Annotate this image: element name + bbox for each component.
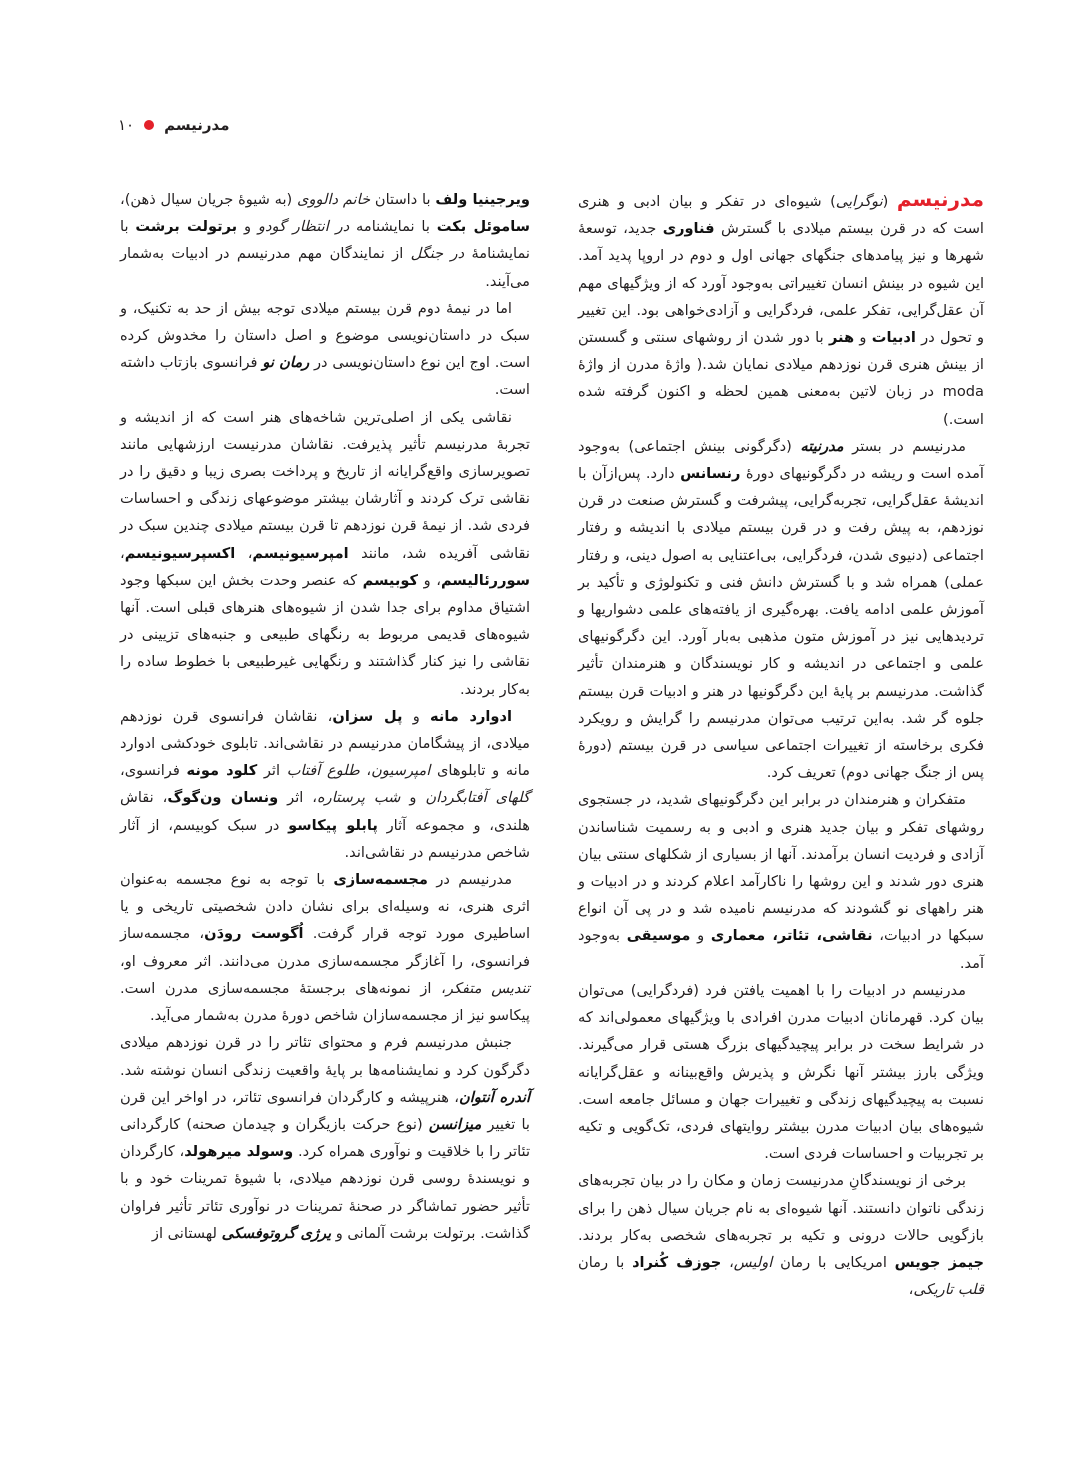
italic-term: طلوع آفتاب xyxy=(286,762,360,780)
bold-term: جوزف کُنراد xyxy=(632,1253,722,1271)
italic-term: امپرسیون xyxy=(371,762,431,780)
paragraph-sculpture: مدرنیسم در مجسمه‌سازی با توجه به نوع مجسمه به‌عنوان اثری هنری، نه وسیله‌ای برای نشان دادن شخصیتی تاریخی و یا اساطیری مورد توجه قرار گرفت. اُگوست رودَن، مجسمه‌ساز فرانسوی، را آغازگر مجسمه‌سازی مدرن می‌دانند. اثر معروف او، تندیس متفکر، از نمونه‌های برجستهٔ مجسمه‌سازی مدرن است. پیکاسو نیز از مجسمه‌سازان شاخص دورهٔ مدرن به‌شمار می‌آید. xyxy=(120,871,530,1025)
bold-term: فناوری xyxy=(662,220,715,238)
bold-term: پابلو پیکاسو xyxy=(288,816,378,834)
paragraph-painters: ادوارد مانه و پل سزان، نقاشان فرانسوی قرن نوزدهم میلادی، از پیشگامان مدرنیسم در نقاشی‌اند. تابلوی خودکشی ادوارد مانه و تابلوهای امپرسیون، طلوع آفتاب اثر کلود مونه فرانسوی، گلهای آفتابگردان و شب پرستاره، اثر ونسان ون‌گوگ، نقاش هلندی، و مجموعه آثار پابلو پیکاسو در سبک کوبیسم، از آثار شاخص مدرنیسم در نقاشی‌اند. xyxy=(120,707,531,861)
bold-term: نقاشی، تئاتر، معماری xyxy=(710,927,873,945)
bold-term: رنسانس xyxy=(680,465,741,483)
bold-term: سوررئالیسم xyxy=(440,571,530,589)
bold-term: هنر xyxy=(828,329,855,347)
italic-term: خانم دالووی xyxy=(297,191,371,208)
paragraph-intro: مدرنیسم (نوگرایی) شیوه‌ای در تفکر و بیان ادبی و هنری است که در قرن بیستم میلادی با گسترش فناوری جدید، توسعهٔ شهرها و نیز پیامدهای جنگهای جهانی اول و دوم در اروپا پدید آمد. این شیوه در بینش انسان تغییراتی به‌وجود آورد که از ویژگیهای مهم آن عقل‌گرایی، تفکر علمی، فردگرایی و آزادی‌خواهی بود. این تغییر و تحول در ادبیات و هنر با دور شدن از روشهای سنتی و گسستن از بینش هنری قرن نوزدهم میلادی نمایان شد.( واژهٔ مدرن از واژهٔ moda در زبان لاتین به‌معنی همین لحظه و اکنون گرفته شده است.) xyxy=(578,187,985,428)
bold-italic-term: مدرنیته xyxy=(800,437,844,455)
entry-headword: مدرنیسم xyxy=(896,187,984,211)
italic-term: نوگرایی xyxy=(835,193,883,210)
paragraph-thinkers: متفکران و هنرمندان در برابر این دگرگونیهای شدید، در جستجوی روشهای تفکر و بیان جدید هنری و ادبی و به رسمیت شناساندن آزادی و فردیت انسان برآمدند. آنها از بسیاری از شکلهای سنتی بیان هنری دور شدند و این روشها را ناکارآمد اعلام کردند و در ادبیات و هنر راههای نو گشودند که مدرنیسم نامیده شد و در پی آن انواع سبکها در ادبیات، نقاشی، تئاتر، معماری و موسیقی به‌وجود آمد. xyxy=(578,791,984,972)
italic-term: در انتظار گودو xyxy=(257,218,350,236)
bold-term: موسیقی xyxy=(626,927,691,945)
italic-term: قلب تاریکی xyxy=(913,1281,984,1299)
bold-term: کلود مونه xyxy=(186,762,258,780)
bold-term: کوبیسم xyxy=(362,571,418,589)
bold-term: ونسان ون‌گوگ xyxy=(167,789,279,807)
bold-term: ادوارد مانه xyxy=(430,707,512,725)
italic-term: گلهای آفتابگردان xyxy=(425,789,531,807)
bold-term: جیمز جویس xyxy=(894,1253,984,1271)
bold-italic-term: یرژی گروتوفسکی xyxy=(221,1224,332,1242)
running-header xyxy=(118,116,230,134)
bold-italic-term: میزانسن xyxy=(428,1115,482,1133)
bold-term: مجسمه‌سازی xyxy=(333,871,428,889)
page-number: ۱۰ xyxy=(118,116,135,134)
italic-term: اولیس xyxy=(733,1253,773,1271)
left-column xyxy=(120,186,530,1247)
bold-italic-term: آندره آنتوان xyxy=(458,1088,530,1106)
bold-term: اُگوست رودَن xyxy=(204,925,304,943)
bold-term: وسولد میرهولد xyxy=(184,1143,294,1161)
italic-term: در جنگل xyxy=(410,245,465,263)
paragraph-theatre: جنبش مدرنیسم فرم و محتوای تئاتر را در قرن نوزدهم میلادی دگرگون کرد و نمایشنامه‌ها بر پایهٔ واقعیت زندگی انسان نوشته شد. آندره آنتوان، هنرپیشه و کارگردان فرانسوی تئاتر، در اواخر این قرن با تغییر میزانسن (نوع حرکت بازیگران و چیدمان صحنه) کارگردانی تئاتر را با خلاقیت و نوآوری همراه کرد. وسولد میرهولد، کارگردان و نویسندهٔ روسی قرن نوزدهم میلادی، با شیوهٔ تمرینات خود و با تأثیر حضور تماشاگر در صحنهٔ تمرینات در نوآوری تئاتر تأثیر فراوان گذاشت. برتولت برشت آلمانی و یرژی گروتوفسکی لهستانی از xyxy=(120,1034,530,1242)
bullet-dot-icon xyxy=(144,120,154,130)
paragraph-modernity: مدرنیسم در بستر مدرنیته (دگرگونی بینش اجتماعی) به‌وجود آمده است و ریشه در دگرگونیهای دورهٔ رنسانس دارد. پس‌ازآن با اندیشهٔ عقل‌گرایی، تجربه‌گرایی، پیشرفت و گسترش صنعت در قرن نوزدهم، به پیش رفت و در قرن بیستم میلادی با اندیشه و رفتار اجتماعی (دنیوی شدن، فردگرایی، بی‌اعتنایی به اصول دینی، و رفتار عملی) همراه شد و با گسترش دانش فنی و تکنولوژی و تأکید بر آموزش علمی ادامه یافت. بهره‌گیری از یافته‌های علمی دشواریها و تردیدهایی نیز در آموزش متون مذهبی به‌بار آورد. این دگرگونیهای علمی و اجتماعی در اندیشه و کار نویسندگان و هنرمندان تأثیر گذاشت. مدرنیسم بر پایهٔ این دگرگونیها در هنر و ادبیات قرن بیستم جلوه گر شد. به‌این ترتیب می‌توان مدرنیسم را گرایش و رویکرد فکری برخاسته از تغییرات اجتماعی سیاسی در قرن بیستم (دورهٔ پس از جنگ جهانی دوم) تعریف کرد. xyxy=(578,437,984,782)
bold-term: ادبیات xyxy=(871,329,916,347)
bold-term: پل سزان xyxy=(332,707,403,725)
paragraph-writers: برخی از نویسندگانِ مدرنیست زمان و مکان را در بیان تجربه‌های زندگی ناتوان دانستند. آنها شیوه‌ای به نام جریان سیال ذهن را برای بازگویی حالات درونی و تکیه بر تجربه‌های شخصی به‌کار بردند. جیمز جویس امریکایی با رمان اولیس، جوزف کُنراد با رمان قلب تاریکی، xyxy=(578,1172,984,1299)
running-title: مدرنیسم xyxy=(164,116,230,134)
paragraph-novel: اما در نیمهٔ دوم قرن بیستم میلادی توجه بیش از حد به تکنیک، و سبک در داستان‌نویسی موضوع و اصل داستان را مخدوش کرده است. اوج این نوع داستان‌نویسی در رمان نو فرانسوی بازتاب داشته است. xyxy=(120,299,531,399)
bold-term: ساموئل بکت xyxy=(436,218,531,236)
bold-italic-term: رمان نو xyxy=(262,354,310,372)
italic-term: تندیس متفکر xyxy=(445,979,530,997)
paragraph-writers-cont: ویرجینیا ولف با داستان خانم دالووی (به شیوهٔ جریان سیال ذهن)، ساموئل بکت با نمایشنامه در انتظار گودو و برتولت برشت با نمایشنامهٔ در جنگل از نمایندگان مهم مدرنیسم در ادبیات به‌شمار می‌آیند. xyxy=(120,191,531,290)
bold-term: اکسپرسیونیسم xyxy=(124,544,236,562)
italic-term: شب پرستاره xyxy=(317,789,401,807)
paragraph-painting: نقاشی یکی از اصلی‌ترین شاخه‌های هنر است که از اندیشه و تجربهٔ مدرنیسم تأثیر پذیرفت. نقاشان مدرنیست ارزشهایی مانند تصویرسازی واقع‌گرایانه از تاریخ و پرداخت بصری زیبا و دقیق را در نقاشی ترک کردند و آثارشان بیشتر موضوعهای زندگی و احساسات فردی شد. از نیمهٔ قرن نوزدهم تا قرن بیستم میلادی چندین سبک در نقاشی آفریده شد، مانند امپرسیونیسم، اکسپرسیونیسم، سوررئالیسم، و کوبیسم که عنصر وحدت بخش این سبکها وجود اشتیاق مداوم برای جدا شدن از شیوه‌های هنرهای قبلی است. آنها شیوه‌های قدیمی مربوط به رنگهای طبیعی و جنبه‌های تزیینی در نقاشی را نیز کنار گذاشتند و رنگهایی غیرطبیعی با خطوط ساده را به‌کار بردند. xyxy=(120,408,530,698)
paragraph-literature: مدرنیسم در ادبیات را با اهمیت یافتن فرد (فردگرایی) می‌توان بیان کرد. قهرمانان ادبیات مدرن افرادی با ویژگیهای معمولی‌اند که در شرایط سخت در برابر پیچیدگیهای بزرگ هستی قرار می‌گیرند. ویژگی بارز بیشتر آنها نگرش و پذیرش واقع‌بینانه و عقل‌گرایانه نسبت به پیچیدگیهای زندگی و تغییرات جهان و مسائل جامعه است. شیوه‌های بیان ادبیات مدرن بیشتر روایتهای فردی، تک‌گویی و تکیه بر تجربیات و احساسات فردی است. xyxy=(578,981,984,1163)
bold-term: برتولت برشت xyxy=(135,218,238,236)
right-column xyxy=(578,186,984,1303)
bold-term: امپرسیونیسم xyxy=(252,544,349,562)
bold-term: ویرجینیا ولف xyxy=(435,191,530,208)
